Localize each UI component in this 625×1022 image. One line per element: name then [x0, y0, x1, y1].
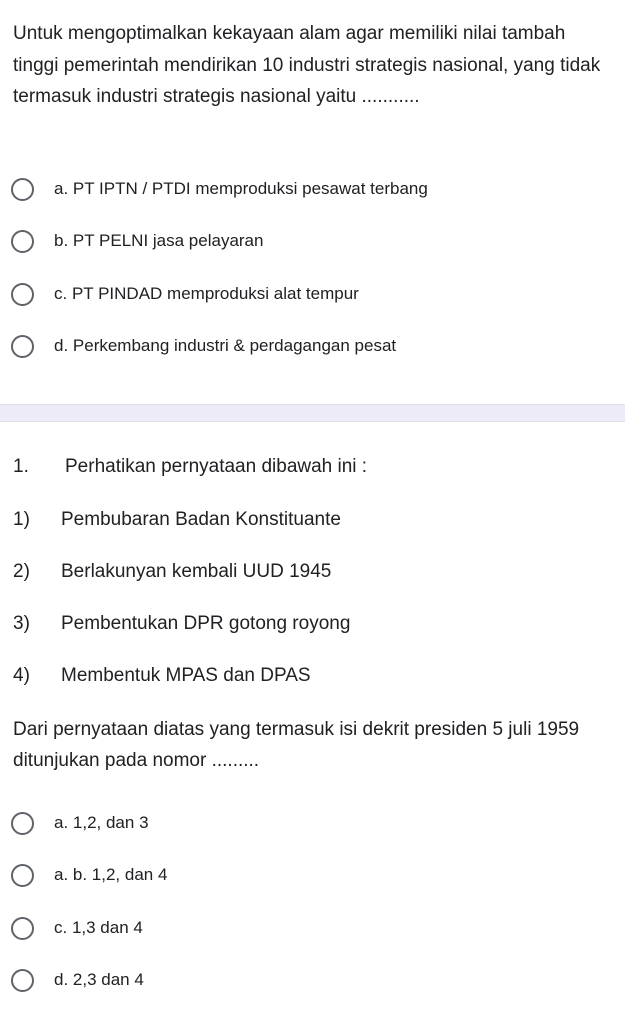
q1-option-a[interactable]: [11, 174, 428, 204]
statement-number: 1): [13, 509, 30, 530]
q1-option-b[interactable]: [11, 226, 263, 256]
q2-option-b[interactable]: [11, 860, 167, 890]
statement-number: 4): [13, 665, 30, 686]
radio-button-icon[interactable]: [11, 230, 34, 253]
option-label: c. 1,3 dan 4: [54, 918, 143, 937]
statement-number: 2): [13, 561, 30, 582]
heading-text: Perhatikan pernyataan dibawah ini :: [65, 456, 368, 477]
statement-text: Berlakunyan kembali UUD 1945: [61, 561, 332, 582]
q2-option-d[interactable]: [11, 965, 144, 995]
statement-item: [13, 663, 311, 689]
option-label: a. b. 1,2, dan 4: [54, 865, 168, 884]
statement-item: [13, 507, 341, 533]
radio-button-icon[interactable]: [11, 178, 34, 201]
q2-option-a[interactable]: [11, 808, 149, 838]
radio-button-icon[interactable]: [11, 917, 34, 940]
q2-option-c[interactable]: [11, 913, 143, 943]
radio-button-icon[interactable]: [11, 864, 34, 887]
option-label: b. PT PELNI jasa pelayaran: [54, 231, 264, 250]
statement-item: [13, 559, 331, 585]
statement-item: [13, 611, 350, 637]
question-1-text: Untuk mengoptimalkan kekayaan alam agar memiliki nilai tambah tinggi pemerintah mendirikan 10 industri strategis nasional, yang tidak termasuk industri strategis nasional yaitu ...........: [13, 23, 601, 107]
question-2-text: Dari pernyataan diatas yang termasuk isi dekrit presiden 5 juli 1959 ditunjukan pada nomor .........: [13, 719, 580, 771]
question-2-heading: [13, 454, 367, 480]
option-label: a. PT IPTN / PTDI memproduksi pesawat terbang: [54, 179, 428, 198]
option-label: c. PT PINDAD memproduksi alat tempur: [54, 284, 359, 303]
radio-button-icon[interactable]: [11, 283, 34, 306]
statement-number: 3): [13, 613, 30, 634]
radio-button-icon[interactable]: [11, 969, 34, 992]
radio-button-icon[interactable]: [11, 812, 34, 835]
radio-button-icon[interactable]: [11, 335, 34, 358]
statement-text: Pembentukan DPR gotong royong: [61, 613, 351, 634]
q1-option-c[interactable]: [11, 279, 359, 309]
option-label: d. Perkembang industri & perdagangan pesat: [54, 336, 397, 355]
statement-text: Pembubaran Badan Konstituante: [61, 509, 341, 530]
section-divider: [0, 404, 625, 422]
question-number: 1.: [13, 456, 29, 477]
statement-text: Membentuk MPAS dan DPAS: [61, 665, 311, 686]
option-label: a. 1,2, dan 3: [54, 813, 149, 832]
option-label: d. 2,3 dan 4: [54, 970, 144, 989]
q1-option-d[interactable]: [11, 331, 396, 361]
